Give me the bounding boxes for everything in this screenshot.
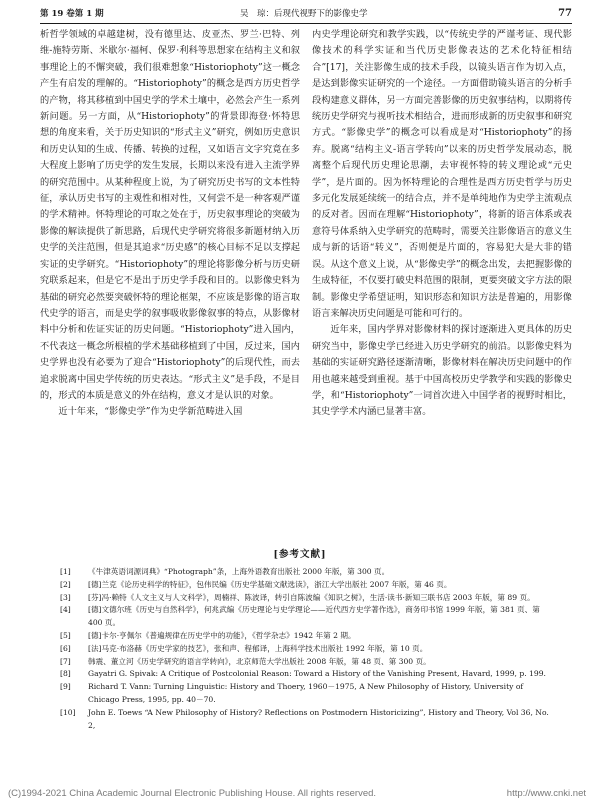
reference-item (60, 681, 556, 707)
reference-number: [3] (60, 592, 71, 602)
reference-text: [芬]冯·赖特《人文主义与人文科学》，周楠祥、陈波译，转引自陈波编《知识之树》，生活·读书·新知三联书店 2003 年版，第 89 页。 (88, 592, 535, 602)
cnki-footer (0, 786, 600, 802)
page-number: 77 (558, 8, 572, 19)
body-paragraph: 内史学理论研究和教学实践，以“传统史学的严谨考证、现代影像技术的科学实证和当代历史影像表达的艺术化特征相结合”[17]，关注影像生成的技术手段，以镜头语言作为切入点，是达到影像实证研究的一个途径。一方面借助镜头语言的分析手段构建意义群体，另一方面完善影像的历史叙事结构，以期将传统历史学研究与视听技术相结合，进而形成新的历史叙事和研究方式。“影像史学”的概念可以看成是对“Historiophoty”的扬弃。脱离“结构主义-语言学转向”以来的历史哲学发展动态，脱离整个后现代历史理论思潮，去审视怀特的转义理论或“元史学”，是片面的。因为怀特理论的合理性是西方历史哲学与历史多元化发展延续统一的结合点，并不是单纯地作为史学主流观点的反对者。因而在理解“Historiophoty”，将新的语言体系或表意符号体系纳入史学研究的范畴时，需要关注影像语言的意义生成与新的话语“转义”，否则便是片面的，容易犯大是大非的错误。从这个意义上说，从“影像史学”的概念出发，去把握影像的生成特征，不仅要打破史料范围的限制，更要突破文字方法的限制。影像史学希望证明，知识形态和知识方法是普遍的，用影像语言来解决历史问题是可能和可行的。 (312, 29, 572, 319)
reference-text: John E. Toews “A New Philosophy of History? Reflections on Postmodern Historicizing”, History and Theory, Vol 36, No. 2, (88, 707, 549, 730)
reference-text: [法]马克·布洛赫《历史学家的技艺》，张和声、程郁译，上海科学技术出版社 1992 年版，第 10 页。 (88, 643, 428, 653)
reference-number: [8] (60, 669, 71, 679)
reference-item (60, 643, 556, 656)
reference-item (60, 592, 556, 605)
reference-list (60, 566, 556, 732)
cnki-url: http://www.cnki.net (506, 788, 586, 799)
body-column-left (40, 27, 300, 421)
references-heading: [参考文献] (273, 549, 327, 560)
reference-number: [1] (60, 567, 71, 576)
reference-text: [德]文德尔班《历史与自然科学》，何兆武编《历史理论与史学理论——近代西方史学著作选》，商务印书馆 1999 年版，第 381 页、第 400 页。 (88, 605, 540, 628)
reference-text: Gayatri G. Spivak: A Critique of Postcolonial Reason: Toward a History of the Vanishing Present, Havard, 1999, p. 199. (88, 669, 546, 679)
reference-item (60, 630, 556, 643)
body-paragraph: 析哲学领域的卓越建树，没有德里达、皮亚杰、罗兰·巴特、列维-施特劳斯、米歇尔·福柯、保罗·利科等思想家在结构主义和叙事理论上的不懈突破，我们很难想象“Historiophoty”这一概念产生有启发的理解的。“Historiophoty”的概念是西方历史哲学的产物，将其移植到中国史学的学术土壤中，必然会产生一系列新问题。另一方面，从“Historiophoty”的背景即海登·怀特思想的角度来看，关于历史知识的“形式主义”研究，例如历史意识和历史认知的生成、传播、转换的过程，又如语言文字究竟在多大程度上影响了历史学的发生发展，长期以来没有进入主流学界的研究范围中。从某种程度上说，为了研究历史书写的文本性特征，承认历史书写的主观性和相对性，又何尝不是一种客观严谨的学术精神。怀特理论的可取之处在于，历史叙事理论的突破为影像的解读提供了新思路，后现代史学研究将很多新题材纳入历史学的关注范围，但是其追求“历史感”的核心目标不足以支撑起实证的史学研究。“Historiophoty”的理论将影像分析与历史研究联系起来，但是它不是出于历史学手段和目的。以影像史料为基础的研究必然要突破怀特的理论框架，不应该是影像的语言取代史学的语言，而是史学的叙事吸收影像叙事的特点，从影像材料中分析和佐证实证的历史问题。“Historiophoty”进入国内，不代表这一概念所根植的学术基础移植到了中国，反过来，国内史学界也没有必要为了迎合“Historiophoty”的后现代性，而去追求脱离中国史学传统的历史表达。“形式主义”是手段，不是目的，形式的本质是意义的外在结构，意义才是认识的对象。 (40, 29, 300, 401)
reference-number: [5] (60, 630, 71, 640)
running-head (40, 6, 572, 22)
reference-item (60, 707, 556, 733)
reference-number: [9] (60, 682, 71, 692)
reference-number: [6] (60, 643, 71, 653)
reference-text: [德]卡尔·亨佩尔《普遍规律在历史学中的功能》，《哲学杂志》1942 年第 2 期。 (88, 630, 356, 640)
reference-number: [10] (60, 707, 76, 717)
reference-item (60, 668, 556, 681)
article-running-title: 吴 琼：后现代视野下的影像史学 (240, 9, 368, 19)
reference-text: 《牛津英语词源词典》“Photograph”条，上海外语教育出版社 2000 年版，第 300 页。 (88, 567, 390, 576)
body-paragraph: 近年来，国内学界对影像材料的探讨逐渐进入更具体的历史研究当中，影像史学已经进入历史学研究的前沿。以影像史料为基础的实证研究路径逐渐清晰，影像材料在解决历史问题中的作用也越来越受到重视。基于中国高校历史学教学和实践的影像史学，和“Historiophoty”一词首次进入中国学者的视野时相比，其史学学术内涵已显著丰富。 (312, 324, 572, 418)
reference-item (60, 566, 556, 579)
header-rule (40, 23, 572, 24)
reference-text: [德]兰克《论历史科学的特征》，包伟民编《历史学基础文献选读》，浙江大学出版社 2007 年版，第 46 页。 (88, 579, 452, 589)
reference-text: Richard T. Vann: Turning Linguistic: History and Thoery, 1960－1975, A New Philosophy of History, University of Chicago Press, 1995, pp. 40－70. (88, 682, 524, 704)
reference-number: [4] (60, 605, 71, 615)
volume-issue: 第 19 卷第 1 期 (40, 9, 104, 19)
reference-number: [2] (60, 579, 71, 589)
reference-item (60, 656, 556, 669)
copyright-notice: (C)1994-2021 China Academic Journal Electronic Publishing House. All rights reserved. (8, 788, 377, 799)
reference-number: [7] (60, 656, 71, 666)
reference-item (60, 579, 556, 592)
reference-text: 韩震、董立河《历史学研究的语言学转向》，北京师范大学出版社 2008 年版，第 48 页、第 300 页。 (88, 656, 431, 666)
reference-item (60, 604, 556, 630)
body-paragraph: 近十年来，“影像史学”作为史学新范畴进入国 (58, 406, 243, 418)
body-column-right (312, 27, 572, 421)
